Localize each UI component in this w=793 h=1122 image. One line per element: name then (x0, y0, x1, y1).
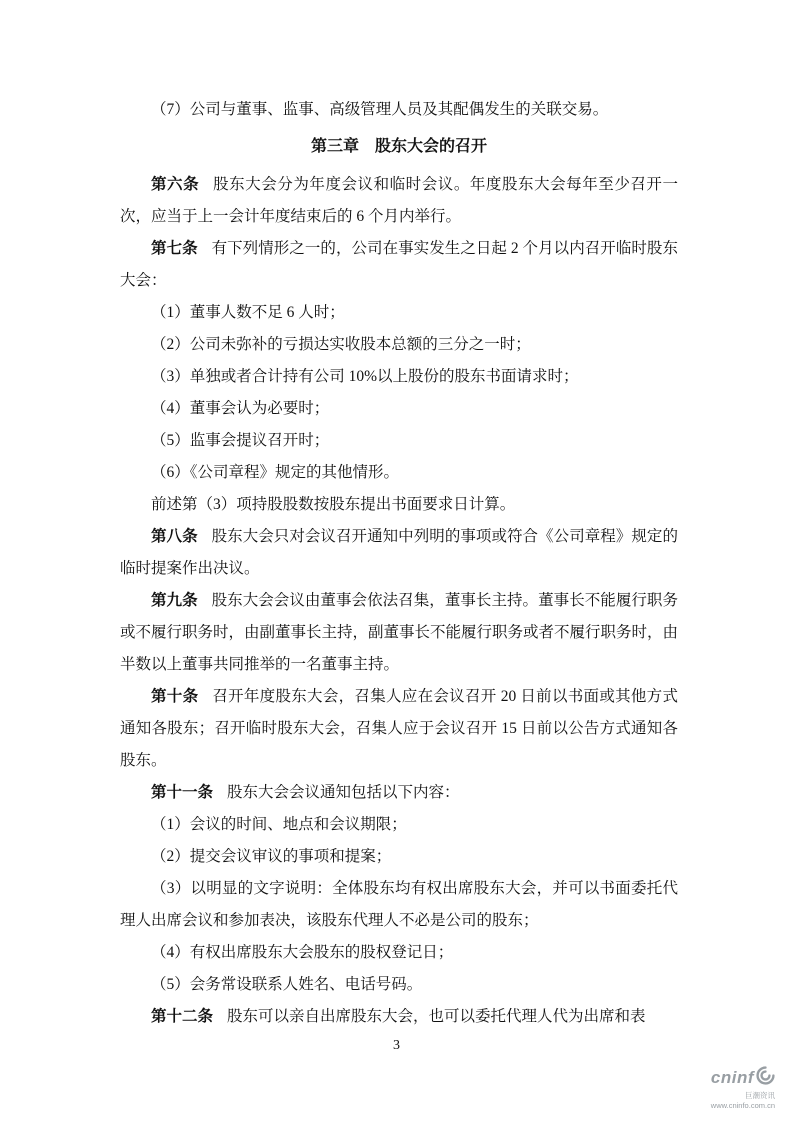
footer-logo (711, 1066, 775, 1110)
article-text: 有下列情形之一的，公司在事实发生之日起 2 个月以内召开临时股东大会： (120, 240, 678, 289)
cninfo-url: www.cninfo.com.cn (710, 1100, 775, 1110)
article-paragraph (120, 1001, 678, 1033)
document-body (120, 94, 678, 1033)
article-label: 第十一条 (151, 784, 214, 801)
list-item (120, 329, 678, 361)
item-text: （1）会议的时间、地点和会议期限； (151, 816, 407, 833)
article-paragraph (120, 521, 678, 585)
list-item (120, 361, 678, 393)
article-label: 第十二条 (151, 1008, 214, 1025)
article-paragraph (120, 233, 678, 297)
list-item (120, 937, 678, 969)
item-text: （2）公司未弥补的亏损达实收股本总额的三分之一时； (151, 336, 531, 353)
list-item (120, 873, 678, 937)
item-text: （2）提交会议审议的事项和提案； (151, 848, 392, 865)
article-text: 股东大会会议通知包括以下内容： (226, 784, 460, 801)
list-item (120, 457, 678, 489)
item-text: （4）董事会认为必要时； (151, 400, 330, 417)
item-text: （6）《公司章程》规定的其他情形。 (151, 464, 400, 481)
list-item (120, 969, 678, 1001)
list-item (120, 809, 678, 841)
footer-logo-row (711, 1066, 775, 1090)
item-text: （7）公司与董事、监事、高级管理人员及其配偶发生的关联交易。 (151, 101, 609, 118)
item-text: （5）会务常设联系人姓名、电话号码。 (151, 976, 423, 993)
list-item (120, 489, 678, 521)
item-text: （4）有权出席股东大会股东的股权登记日； (151, 944, 454, 961)
item-text: （1）董事人数不足 6 人时； (151, 304, 345, 321)
item-text: （5）监事会提议召开时； (151, 432, 330, 449)
list-item (120, 297, 678, 329)
cninfo-swirl-icon (756, 1066, 775, 1090)
cninfo-logo-text: cninf (710, 1068, 754, 1087)
list-item (120, 94, 678, 126)
list-item (120, 841, 678, 873)
cninfo-cn-name: 巨潮资讯 (745, 1091, 775, 1100)
chapter-heading: 第三章 股东大会的召开 (310, 138, 487, 155)
article-label: 第六条 (151, 176, 200, 193)
article-text: 股东大会分为年度会议和临时会议。年度股东大会每年至少召开一次，应当于上一会计年度结束后的 6 个月内举行。 (120, 176, 678, 225)
article-text: 股东可以亲自出席股东大会，也可以委托代理人代为出席和表 (226, 1008, 646, 1025)
article-label: 第八条 (151, 528, 198, 545)
article-label: 第十条 (151, 688, 199, 705)
item-text: （3）单独或者合计持有公司 10%以上股份的股东书面请求时； (151, 368, 579, 385)
article-label: 第九条 (151, 592, 198, 609)
article-text: 召开年度股东大会，召集人应在会议召开 20 日前以书面或其他方式通知各股东；召开临时股东大会，召集人应于会议召开 15 日前以公告方式通知各股东。 (120, 688, 678, 769)
article-paragraph (120, 777, 678, 809)
item-text: 前述第（3）项持股股数按股东提出书面要求日计算。 (151, 496, 516, 513)
footer-logo-subtext (711, 1091, 775, 1110)
article-paragraph (120, 585, 678, 681)
list-item (120, 425, 678, 457)
page-number: 3 (393, 1038, 400, 1053)
list-item (120, 393, 678, 425)
article-text: 股东大会会议由董事会依法召集，董事长主持。董事长不能履行职务或不履行职务时，由副董事长主持，副董事长不能履行职务或者不履行职务时，由半数以上董事共同推举的一名董事主持。 (120, 592, 679, 673)
article-paragraph (120, 681, 678, 777)
item-text: （3）以明显的文字说明：全体股东均有权出席股东大会，并可以书面委托代理人出席会议和参加表决，该股东代理人不必是公司的股东； (120, 880, 678, 929)
article-text: 股东大会只对会议召开通知中列明的事项或符合《公司章程》规定的临时提案作出决议。 (120, 528, 678, 577)
article-paragraph (120, 169, 678, 233)
article-label: 第七条 (151, 240, 198, 257)
